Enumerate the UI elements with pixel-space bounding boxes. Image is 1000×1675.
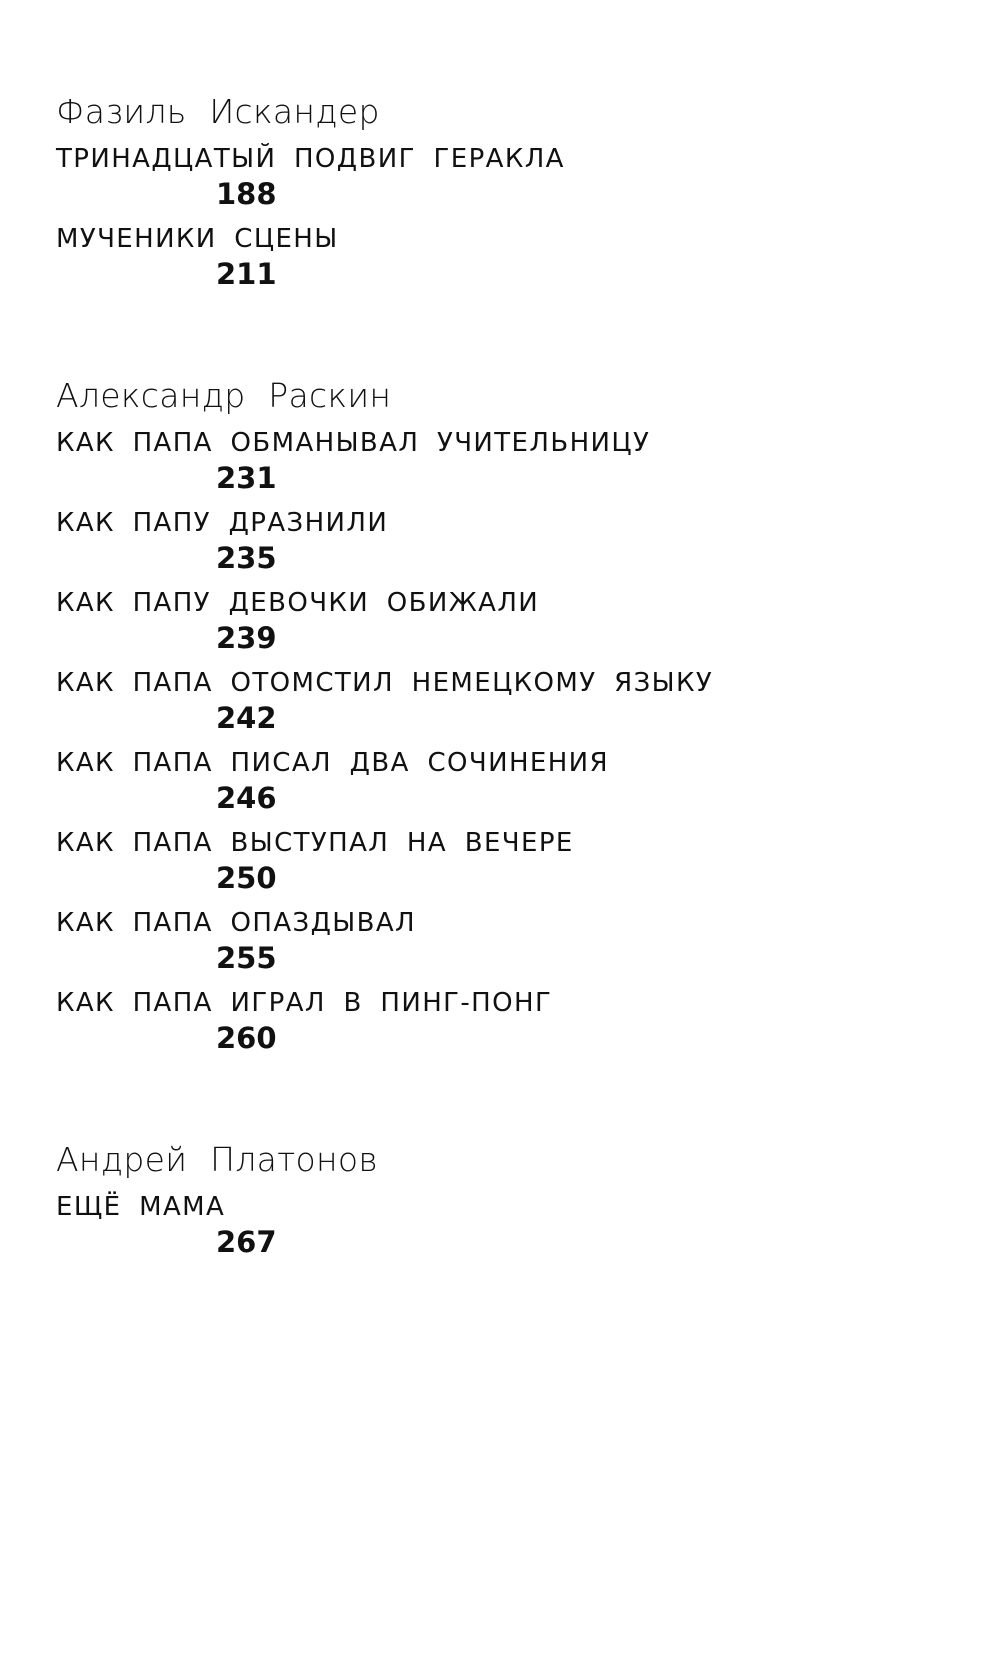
entry-page-number: 246 <box>216 781 277 815</box>
toc-entry[interactable] <box>56 666 936 736</box>
entry-title: КАК ПАПА ОБМАНЫВАЛ УЧИТЕЛЬНИЦУ <box>56 428 651 458</box>
entry-page-number: 235 <box>216 541 277 575</box>
section-iskander <box>56 92 936 292</box>
toc-entry[interactable] <box>56 906 936 976</box>
entry-page-number: 231 <box>216 461 277 495</box>
entry-page-number: 239 <box>216 621 277 655</box>
entry-page-number: 260 <box>216 1021 277 1055</box>
toc-entry[interactable] <box>56 426 936 496</box>
section-platonov <box>56 1140 936 1260</box>
entry-page-number: 242 <box>216 701 277 735</box>
toc-entry[interactable] <box>56 586 936 656</box>
entry-page-number: 267 <box>216 1225 277 1259</box>
entry-page-number: 255 <box>216 941 277 975</box>
toc-entry[interactable] <box>56 1190 936 1260</box>
table-of-contents <box>56 92 936 1344</box>
entry-title: КАК ПАПА ОТОМСТИЛ НЕМЕЦКОМУ ЯЗЫКУ <box>56 668 714 698</box>
entry-title: КАК ПАПА ПИСАЛ ДВА СОЧИНЕНИЯ <box>56 748 609 778</box>
entry-title: КАК ПАПА ИГРАЛ В ПИНГ-ПОНГ <box>56 988 553 1018</box>
entry-title: ТРИНАДЦАТЫЙ ПОДВИГ ГЕРАКЛА <box>56 144 565 174</box>
toc-entry[interactable] <box>56 142 936 212</box>
toc-entry[interactable] <box>56 506 936 576</box>
entry-title: МУЧЕНИКИ СЦЕНЫ <box>56 224 339 254</box>
entry-page-number: 250 <box>216 861 277 895</box>
author-name: Андрей Платонов <box>56 1140 379 1179</box>
entry-title: КАК ПАПУ ДЕВОЧКИ ОБИЖАЛИ <box>56 588 540 618</box>
entry-title: КАК ПАПА ОПАЗДЫВАЛ <box>56 908 417 938</box>
toc-entry[interactable] <box>56 826 936 896</box>
entry-title: ЕЩЁ МАМА <box>56 1192 226 1222</box>
entry-title: КАК ПАПУ ДРАЗНИЛИ <box>56 508 389 538</box>
entry-title: КАК ПАПА ВЫСТУПАЛ НА ВЕЧЕРЕ <box>56 828 574 858</box>
section-raskin <box>56 376 936 1056</box>
toc-entry[interactable] <box>56 222 936 292</box>
author-name: Александр Раскин <box>56 376 392 415</box>
entry-page-number: 188 <box>216 177 277 211</box>
entry-page-number: 211 <box>216 257 277 291</box>
toc-entry[interactable] <box>56 986 936 1056</box>
toc-entry[interactable] <box>56 746 936 816</box>
author-name: Фазиль Искандер <box>56 92 380 131</box>
